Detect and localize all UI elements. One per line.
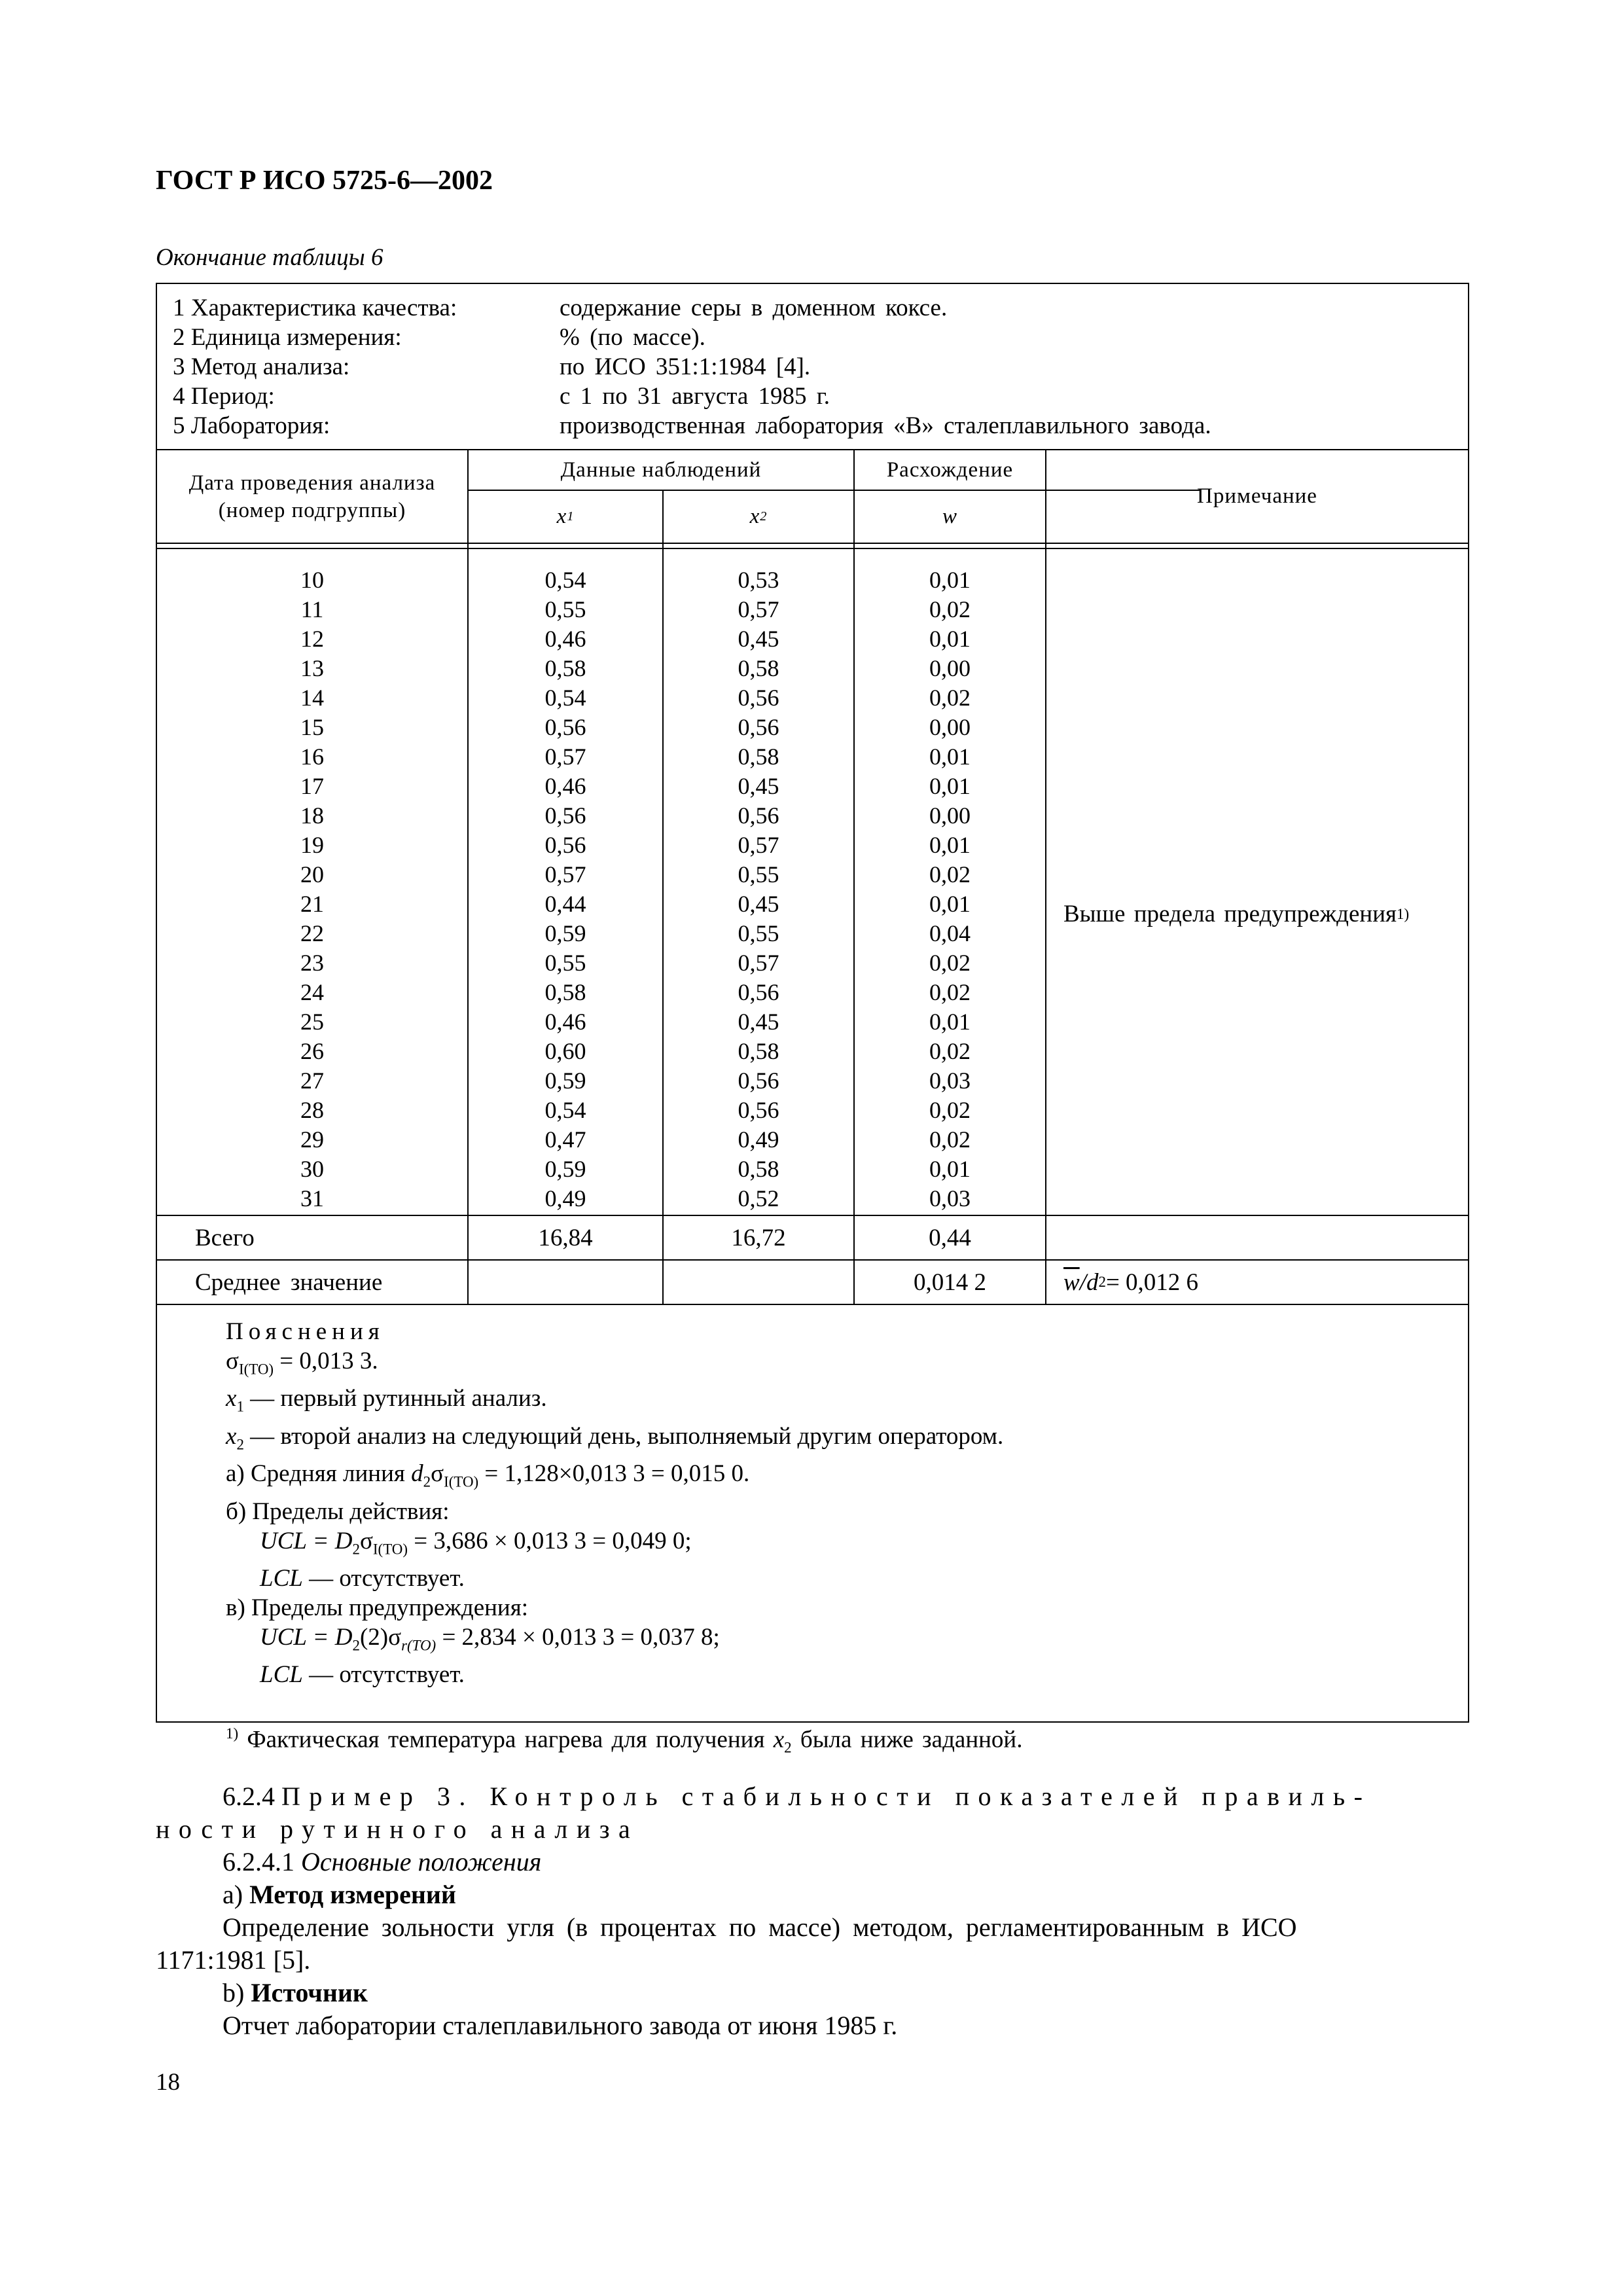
- cell-date: 10: [300, 567, 324, 593]
- cell-x2: 0,45: [738, 1009, 779, 1035]
- note-b-title: б) Пределы действия:: [226, 1498, 450, 1525]
- notes-title: Пояснения: [226, 1318, 385, 1345]
- cell-x2: 0,57: [738, 950, 779, 976]
- note-b-lcl: LCL — отсутствует.: [260, 1564, 465, 1592]
- cell-date: 25: [300, 1009, 324, 1035]
- mean-w: 0,014 2: [914, 1268, 986, 1296]
- cell-date: 18: [300, 802, 324, 829]
- x2-symbol: x: [749, 505, 760, 528]
- note-a: а) Средняя линия $d_2\sigma_{I(TO)} = 1,128\times 0,013$ 3 = 0,015 0.: [226, 1460, 750, 1490]
- info-value: содержание серы в доменном коксе.: [560, 295, 948, 321]
- cell-x2: 0,49: [738, 1126, 779, 1153]
- cell-w: 0,01: [929, 773, 971, 799]
- cell-x2: 0,56: [738, 685, 779, 711]
- cell-w: 0,01: [929, 891, 971, 917]
- section-heading: [223, 1780, 1371, 1813]
- cell-w: 0,01: [929, 1009, 971, 1035]
- section-number: 6.2.4: [223, 1782, 275, 1811]
- note-x2: $x_2$ — второй анализ на следующий день, выполняемый другим оператором.: [226, 1422, 1004, 1453]
- mean-note-w: $\overline{w}$: [1063, 1268, 1080, 1296]
- cell-w: 0,02: [929, 685, 971, 711]
- cell-x1: 0,56: [544, 832, 586, 858]
- cell-x1: 0,54: [544, 567, 586, 593]
- cell-x1: 0,60: [544, 1038, 586, 1064]
- info-label: 4 Период:: [173, 383, 275, 410]
- cell-x1: 0,58: [544, 979, 586, 1005]
- cell-w: 0,03: [929, 1185, 971, 1211]
- cell-x2: 0,45: [738, 891, 779, 917]
- document-code: ГОСТ Р ИСО 5725-6—2002: [156, 166, 493, 196]
- cell-w: 0,01: [929, 567, 971, 593]
- rule: [157, 1304, 1468, 1305]
- cell-x2: 0,56: [738, 714, 779, 740]
- cell-x2: 0,56: [738, 1097, 779, 1123]
- x1-symbol: x: [556, 505, 567, 528]
- info-values: [560, 293, 1211, 440]
- section-title-line1: Пример 3. Контроль стабильности показателей правиль-: [281, 1782, 1372, 1811]
- cell-x2: 0,57: [738, 832, 779, 858]
- info-label: 3 Метод анализа:: [173, 353, 350, 380]
- cell-date: 21: [300, 891, 324, 917]
- totals-x1: 16,84: [538, 1224, 593, 1251]
- cell-w: 0,02: [929, 596, 971, 622]
- cell-date: 12: [300, 626, 324, 652]
- table-continuation-label: Окончание таблицы 6: [156, 244, 383, 271]
- cell-date: 15: [300, 714, 324, 740]
- cell-w: 0,02: [929, 979, 971, 1005]
- cell-x2: 0,45: [738, 773, 779, 799]
- cell-date: 29: [300, 1126, 324, 1153]
- cell-date: 11: [300, 596, 324, 622]
- header-x1: [469, 491, 662, 543]
- cell-x2: 0,53: [738, 567, 779, 593]
- column-w: [855, 565, 1045, 1213]
- rule: [157, 548, 1468, 549]
- item-a-title: Метод измерений: [249, 1880, 456, 1909]
- cell-date: 24: [300, 979, 324, 1005]
- cell-date: 27: [300, 1067, 324, 1094]
- cell-date: 26: [300, 1038, 324, 1064]
- item-b-title: Источник: [251, 1978, 368, 2007]
- mean-label: Среднее значение: [195, 1268, 383, 1296]
- info-value: % (по массе).: [560, 324, 705, 351]
- cell-x1: 0,49: [544, 1185, 586, 1211]
- column-x1: [469, 565, 662, 1213]
- cell-x1: 0,59: [544, 1156, 586, 1182]
- note-c-title: в) Пределы предупреждения:: [226, 1594, 529, 1621]
- row-note-footnote-mark: 1): [1397, 905, 1410, 922]
- cell-x2: 0,45: [738, 626, 779, 652]
- note-x1: $x_1$ — первый рутинный анализ.: [226, 1385, 547, 1415]
- rule: [157, 543, 1468, 544]
- header-date: Дата проведения анализа (номер подгруппы): [188, 471, 436, 522]
- page-number: 18: [156, 2069, 180, 2096]
- subsection-heading: [223, 1846, 541, 1878]
- note-b-ucl: UCL = $D_2\sigma_{I(TO)} = 3,686 \times 0,013$ 3 = 0,049 0;: [260, 1527, 692, 1557]
- cell-x1: 0,58: [544, 655, 586, 681]
- mean-note-value: = 0,012 6: [1105, 1268, 1199, 1296]
- cell-w: 0,00: [929, 655, 971, 681]
- cell-w: 0,02: [929, 1126, 971, 1153]
- notes-block: [226, 1317, 1022, 1763]
- header-observations: Данные наблюдений: [560, 457, 762, 482]
- x2-subscript: 2: [760, 509, 768, 524]
- x1-subscript: 1: [567, 509, 575, 524]
- item-b-heading: b) Источник: [223, 1978, 368, 2007]
- cell-w: 0,00: [929, 714, 971, 740]
- cell-date: 22: [300, 920, 324, 946]
- cell-x1: 0,57: [544, 861, 586, 888]
- info-labels: [173, 293, 457, 440]
- cell-w: 0,01: [929, 626, 971, 652]
- cell-x2: 0,58: [738, 655, 779, 681]
- cell-x1: 0,47: [544, 1126, 586, 1153]
- info-label: 5 Лаборатория:: [173, 412, 330, 439]
- row-note: [1063, 899, 1409, 929]
- row-note-text: Выше предела предупреждения: [1063, 901, 1397, 927]
- data-table: [156, 283, 1469, 1757]
- cell-x1: 0,59: [544, 920, 586, 946]
- cell-x1: 0,56: [544, 802, 586, 829]
- cell-x1: 0,56: [544, 714, 586, 740]
- cell-w: 0,00: [929, 802, 971, 829]
- cell-date: 23: [300, 950, 324, 976]
- info-value: с 1 по 31 августа 1985 г.: [560, 383, 830, 410]
- info-value: производственная лаборатория «В» сталеплавильного завода.: [560, 412, 1211, 439]
- cell-x2: 0,57: [738, 596, 779, 622]
- cell-date: 14: [300, 685, 324, 711]
- note-c-ucl: UCL = $D_2(2)\sigma_{r(TO)} = 2,834 \times 0,013$ 3 = 0,037 8;: [260, 1623, 720, 1654]
- cell-x1: 0,46: [544, 626, 586, 652]
- cell-w: 0,02: [929, 950, 971, 976]
- cell-date: 28: [300, 1097, 324, 1123]
- cell-w: 0,01: [929, 832, 971, 858]
- cell-x1: 0,55: [544, 950, 586, 976]
- item-a-text-line1: Определение зольности угля (в процентах по массе) методом, регламентированным в ИСО: [223, 1912, 1297, 1942]
- info-value: по ИСО 351:1:1984 [4].: [560, 353, 811, 380]
- info-label: 2 Единица измерения:: [173, 324, 402, 351]
- totals-w: 0,44: [929, 1224, 971, 1251]
- cell-date: 19: [300, 832, 324, 858]
- subsection-number: 6.2.4.1: [223, 1847, 294, 1876]
- cell-w: 0,03: [929, 1067, 971, 1094]
- cell-date: 13: [300, 655, 324, 681]
- header-divergence: Расхождение: [886, 457, 1014, 482]
- cell-x1: 0,46: [544, 773, 586, 799]
- cell-date: 31: [300, 1185, 324, 1211]
- cell-w: 0,01: [929, 744, 971, 770]
- header-note: Примечание: [1197, 484, 1317, 508]
- cell-x2: 0,56: [738, 979, 779, 1005]
- cell-x2: 0,56: [738, 1067, 779, 1094]
- cell-w: 0,02: [929, 1097, 971, 1123]
- cell-x1: 0,54: [544, 1097, 586, 1123]
- column-x2: [664, 565, 853, 1213]
- note-sigma: $\sigma_{I(TO)} = 0,013$ 3.: [226, 1348, 378, 1378]
- subsection-title: Основные положения: [301, 1847, 542, 1876]
- item-a-heading: а) Метод измерений: [223, 1880, 456, 1909]
- cell-w: 0,01: [929, 1156, 971, 1182]
- cell-date: 30: [300, 1156, 324, 1182]
- section-title-line2: ности рутинного анализа: [156, 1814, 639, 1844]
- mean-note: [1063, 1261, 1198, 1304]
- cell-date: 16: [300, 744, 324, 770]
- cell-w: 0,02: [929, 861, 971, 888]
- cell-x1: 0,54: [544, 685, 586, 711]
- header-w: w: [942, 505, 957, 528]
- totals-x2: 16,72: [731, 1224, 786, 1251]
- rule: [1045, 490, 1046, 1304]
- cell-x1: 0,44: [544, 891, 586, 917]
- note-c-lcl: LCL — отсутствует.: [260, 1661, 465, 1689]
- mean-note-d-subscript: 2: [1098, 1274, 1106, 1290]
- cell-w: 0,02: [929, 1038, 971, 1064]
- cell-x2: 0,58: [738, 1156, 779, 1182]
- cell-x1: 0,46: [544, 1009, 586, 1035]
- cell-x1: 0,59: [544, 1067, 586, 1094]
- cell-w: 0,04: [929, 920, 971, 946]
- cell-x2: 0,52: [738, 1185, 779, 1211]
- cell-date: 20: [300, 861, 324, 888]
- header-x2: [664, 491, 853, 543]
- cell-x2: 0,58: [738, 1038, 779, 1064]
- footnote: $^{1)}$ Фактическая температура нагрева для получения $x_2$ была ниже заданной.: [226, 1725, 1023, 1757]
- cell-x2: 0,58: [738, 744, 779, 770]
- totals-label: Всего: [195, 1224, 255, 1251]
- info-label: 1 Характеристика качества:: [173, 295, 457, 321]
- column-date: [157, 565, 467, 1213]
- item-a-text-line2: 1171:1981 [5].: [156, 1945, 311, 1975]
- cell-x1: 0,55: [544, 596, 586, 622]
- cell-x2: 0,56: [738, 802, 779, 829]
- mean-note-d: /d: [1079, 1268, 1099, 1296]
- cell-x2: 0,55: [738, 861, 779, 888]
- cell-x2: 0,55: [738, 920, 779, 946]
- cell-x1: 0,57: [544, 744, 586, 770]
- item-b-text: Отчет лаборатории сталеплавильного завода от июня 1985 г.: [223, 2011, 898, 2040]
- cell-date: 17: [300, 773, 324, 799]
